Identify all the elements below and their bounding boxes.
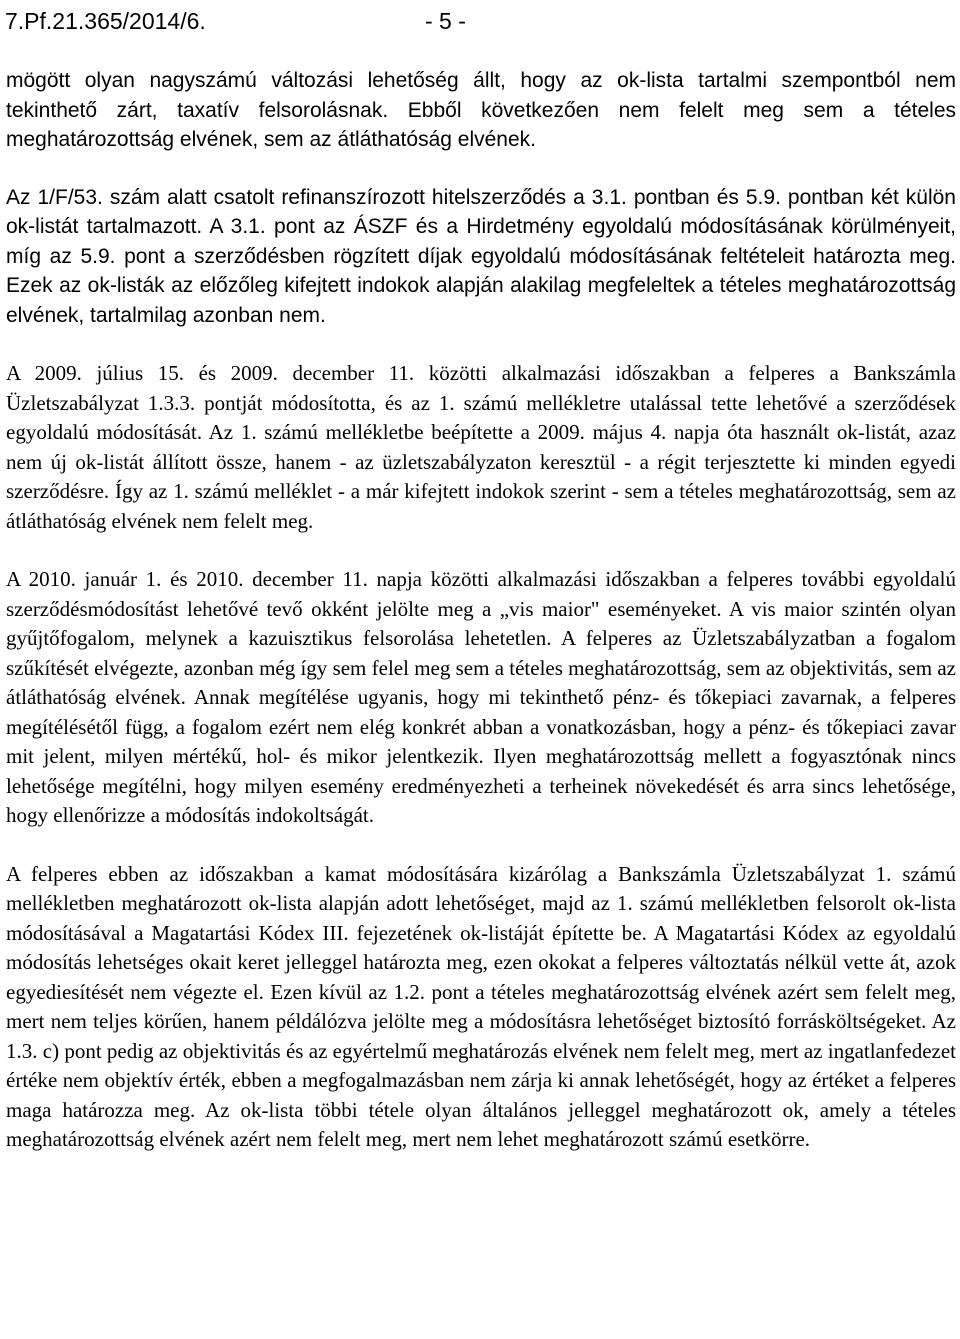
- paragraph-5: A felperes ebben az időszakban a kamat módosítására kizárólag a Bankszámla Üzletszabályzat 1. számú mellékletben meghatározott ok-lista alapján adott lehetőséget, majd az 1. számú mellékletben felsorolt ok-lista módosításával a Magatartási Kódex III. fejezetének ok-listáját építette be. A Magatartási Kódex az egyoldalú módosítás lehetséges okait keret jelleggel határozta meg, ezen okokat a felperes változtatás nélkül vette át, azok egyediesítését nem végezte el. Ezen kívül az 1.2. pont a tételes meghatározottság elvének azért sem felelt meg, mert nem teljes körűen, hanem példálózva jelölte meg a módosításra lehetőséget biztosító forrásköltségeket. Az 1.3. c) pont pedig az objektivitás és az egyértelmű meghatározás elvének nem felelt meg, mert az ingatlanfedezet értéke nem objektív érték, ebben a megfogalmazásban nem zárja ki annak lehetőségét, hogy az értéket a felperes maga határozza meg. Az ok-lista többi tétele olyan általános jelleggel meghatározott ok, amely a tételes meghatározottság elvének azért nem felelt meg, mert nem lehet meghatározott számú esetkörre.: [6, 861, 956, 1151]
- paragraph-3: A 2009. július 15. és 2009. december 11. közötti alkalmazási időszakban a felperes a Bankszámla Üzletszabályzat 1.3.3. pontját módosította, és az 1. számú mellékletre utalással tette lehetővé a szerződések egyoldalú módosítását. Az 1. számú mellékletbe beépítette a 2009. május 4. napja óta használt ok-listát, azaz nem új ok-listát állított össze, hanem - az üzletszabályzaton keresztül - a régit terjesztette ki minden egyedi szerződésre. Így az 1. számú melléklet - a már kifejtett indokok szerint - sem a tételes meghatározottság, sem az átláthatóság elvének nem felelt meg.: [6, 361, 956, 533]
- page-header: [5, 6, 955, 36]
- page-number: - 5 -: [425, 8, 466, 34]
- document-body: [6, 66, 956, 1155]
- case-reference: 7.Pf.21.365/2014/6.: [5, 8, 206, 34]
- paragraph-2: Az 1/F/53. szám alatt csatolt refinanszírozott hitelszerződés a 3.1. pontban és 5.9. pontban két külön ok-listát tartalmazott. A 3.1. pont az ÁSZF és a Hirdetmény egyoldalú módosításának körülményeit, míg az 5.9. pont a szerződésben rögzített díjak egyoldalú módosításának feltételeit határozta meg. Ezek az ok-listák az előzőleg kifejtett indokok alapján alakilag megfeleltek a tételes meghatározottság elvének, tartalmilag azonban nem.: [6, 185, 956, 327]
- paragraph-1: mögött olyan nagyszámú változási lehetőség állt, hogy az ok-lista tartalmi szempontból nem tekinthető zárt, taxatív felsorolásnak. Ebből következően nem felelt meg sem a tételes meghatározottság elvének, sem az átláthatóság elvének.: [6, 69, 956, 151]
- paragraph-4: A 2010. január 1. és 2010. december 11. napja közötti alkalmazási időszakban a felperes további egyoldalú szerződésmódosítást lehetővé tevő okként jelölte meg a „vis maior" eseményeket. A vis maior szintén olyan gyűjtőfogalom, melynek a kazuisztikus felsorolása lehetetlen. A felperes az Üzletszabályzatban a fogalom szűkítését elvégezte, azonban még így sem felel meg sem a tételes meghatározottság, sem az objektivitás, sem az átláthatóság elvének. Annak megítélése ugyanis, hogy mi tekinthető pénz- és tőkepiaci zavarnak, a felperes megítélésétől függ, a fogalom ezért nem elég konkrét abban a vonatkozásban, hogy a pénz- és tőkepiaci zavar mit jelent, milyen mértékű, hol- és mikor jelentkezik. Ilyen meghatározottság mellett a fogyasztónak nincs lehetősége megítélni, hogy milyen esemény eredményezheti a terheinek növekedését és arra sincs lehetősége, hogy ellenőrizze a módosítás indokoltságát.: [6, 567, 956, 827]
